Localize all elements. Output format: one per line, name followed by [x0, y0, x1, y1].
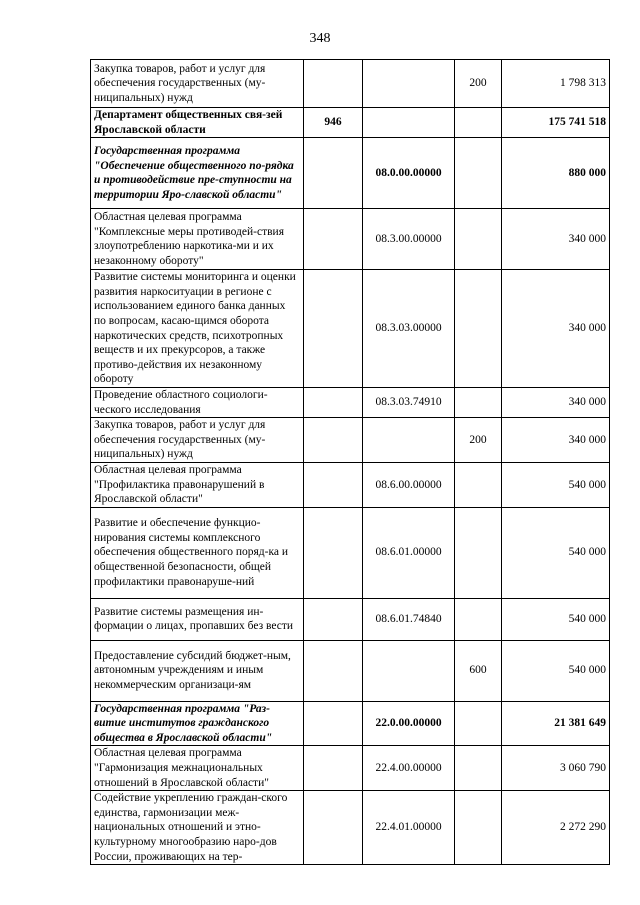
table-row — [91, 791, 610, 865]
row-csr-cell: 08.6.01.00000 — [363, 507, 455, 598]
row-ved-cell — [304, 387, 363, 417]
table-row — [91, 108, 610, 138]
row-vr-cell — [455, 598, 502, 640]
row-csr-cell — [363, 108, 455, 138]
table-row — [91, 418, 610, 463]
row-vr-cell — [455, 746, 502, 791]
row-ved-cell — [304, 462, 363, 507]
row-sum-cell: 540 000 — [502, 598, 610, 640]
row-vr-cell — [455, 701, 502, 746]
row-name-cell: Закупка товаров, работ и услуг для обеспечения государственных (му-ниципальных) нужд — [91, 418, 304, 463]
budget-table-body — [91, 60, 610, 865]
row-name-cell: Проведение областного социологи-ческого исследования — [91, 387, 304, 417]
row-vr-cell — [455, 387, 502, 417]
row-ved-cell — [304, 60, 363, 108]
row-ved-cell: 946 — [304, 108, 363, 138]
row-ved-cell — [304, 746, 363, 791]
row-name-cell: Областная целевая программа "Гармонизация межнациональных отношений в Ярославской области" — [91, 746, 304, 791]
row-ved-cell — [304, 701, 363, 746]
table-row — [91, 598, 610, 640]
row-name-cell: Предоставление субсидий бюджет-ным, автономным учреждениям и иным некоммерческим организаци-ям — [91, 640, 304, 701]
row-vr-cell: 200 — [455, 418, 502, 463]
row-vr-cell — [455, 209, 502, 270]
row-sum-cell: 21 381 649 — [502, 701, 610, 746]
row-vr-cell — [455, 270, 502, 388]
row-csr-cell: 08.3.03.74910 — [363, 387, 455, 417]
row-name-cell: Развитие системы мониторинга и оценки развития наркоситуации в регионе с использованием единого банка данных по вопросам, касаю-щимся оборота наркотических средств, психотропных веществ и их прекурсоров, а также противо-действия их незаконному обороту — [91, 270, 304, 388]
row-csr-cell — [363, 418, 455, 463]
row-ved-cell — [304, 598, 363, 640]
budget-table — [90, 59, 610, 865]
row-sum-cell: 1 798 313 — [502, 60, 610, 108]
row-vr-cell — [455, 791, 502, 865]
row-sum-cell: 340 000 — [502, 387, 610, 417]
row-vr-cell — [455, 108, 502, 138]
row-sum-cell: 340 000 — [502, 270, 610, 388]
table-row — [91, 138, 610, 209]
row-sum-cell: 340 000 — [502, 418, 610, 463]
row-vr-cell — [455, 507, 502, 598]
table-row — [91, 462, 610, 507]
row-csr-cell — [363, 60, 455, 108]
row-csr-cell: 22.4.00.00000 — [363, 746, 455, 791]
row-sum-cell: 540 000 — [502, 462, 610, 507]
row-ved-cell — [304, 270, 363, 388]
table-row — [91, 60, 610, 108]
row-name-cell: Государственная программа "Раз-витие институтов гражданского общества в Ярославской области" — [91, 701, 304, 746]
row-name-cell: Развитие и обеспечение функцио-нирования системы комплексного обеспечения общественного поряд-ка и общественной безопасности, общей профилактики правонаруше-ний — [91, 507, 304, 598]
row-name-cell: Развитие системы размещения ин-формации о лицах, пропавших без вести — [91, 598, 304, 640]
row-name-cell: Областная целевая программа "Профилактика правонарушений в Ярославской области" — [91, 462, 304, 507]
table-row — [91, 270, 610, 388]
row-sum-cell: 880 000 — [502, 138, 610, 209]
row-csr-cell: 22.4.01.00000 — [363, 791, 455, 865]
row-ved-cell — [304, 791, 363, 865]
row-csr-cell — [363, 640, 455, 701]
table-row — [91, 507, 610, 598]
row-vr-cell — [455, 138, 502, 209]
row-csr-cell: 08.6.00.00000 — [363, 462, 455, 507]
row-ved-cell — [304, 507, 363, 598]
table-row — [91, 209, 610, 270]
row-csr-cell: 22.0.00.00000 — [363, 701, 455, 746]
row-csr-cell: 08.0.00.00000 — [363, 138, 455, 209]
row-name-cell: Закупка товаров, работ и услуг для обеспечения государственных (му-ниципальных) нужд — [91, 60, 304, 108]
row-sum-cell: 2 272 290 — [502, 791, 610, 865]
row-ved-cell — [304, 418, 363, 463]
row-sum-cell: 540 000 — [502, 507, 610, 598]
row-csr-cell: 08.6.01.74840 — [363, 598, 455, 640]
row-name-cell: Государственная программа "Обеспечение общественного по-рядка и противодействие пре-ступности на территории Яро-славской области" — [91, 138, 304, 209]
table-row — [91, 701, 610, 746]
row-sum-cell: 540 000 — [502, 640, 610, 701]
row-name-cell: Департамент общественных свя-зей Ярославской области — [91, 108, 304, 138]
row-csr-cell: 08.3.00.00000 — [363, 209, 455, 270]
row-sum-cell: 3 060 790 — [502, 746, 610, 791]
table-row — [91, 640, 610, 701]
table-row — [91, 746, 610, 791]
row-vr-cell: 200 — [455, 60, 502, 108]
row-ved-cell — [304, 138, 363, 209]
row-ved-cell — [304, 640, 363, 701]
row-name-cell: Содействие укреплению граждан-ского единства, гармонизации меж-национальных отношений и этно-культурному многообразию наро-дов России, проживающих на тер- — [91, 791, 304, 865]
row-name-cell: Областная целевая программа "Комплексные меры противодей-ствия злоупотреблению наркотика-ми и их незаконному обороту" — [91, 209, 304, 270]
table-row — [91, 387, 610, 417]
row-vr-cell — [455, 462, 502, 507]
row-ved-cell — [304, 209, 363, 270]
row-vr-cell: 600 — [455, 640, 502, 701]
row-sum-cell: 175 741 518 — [502, 108, 610, 138]
row-sum-cell: 340 000 — [502, 209, 610, 270]
row-csr-cell: 08.3.03.00000 — [363, 270, 455, 388]
page-number: 348 — [309, 31, 331, 46]
